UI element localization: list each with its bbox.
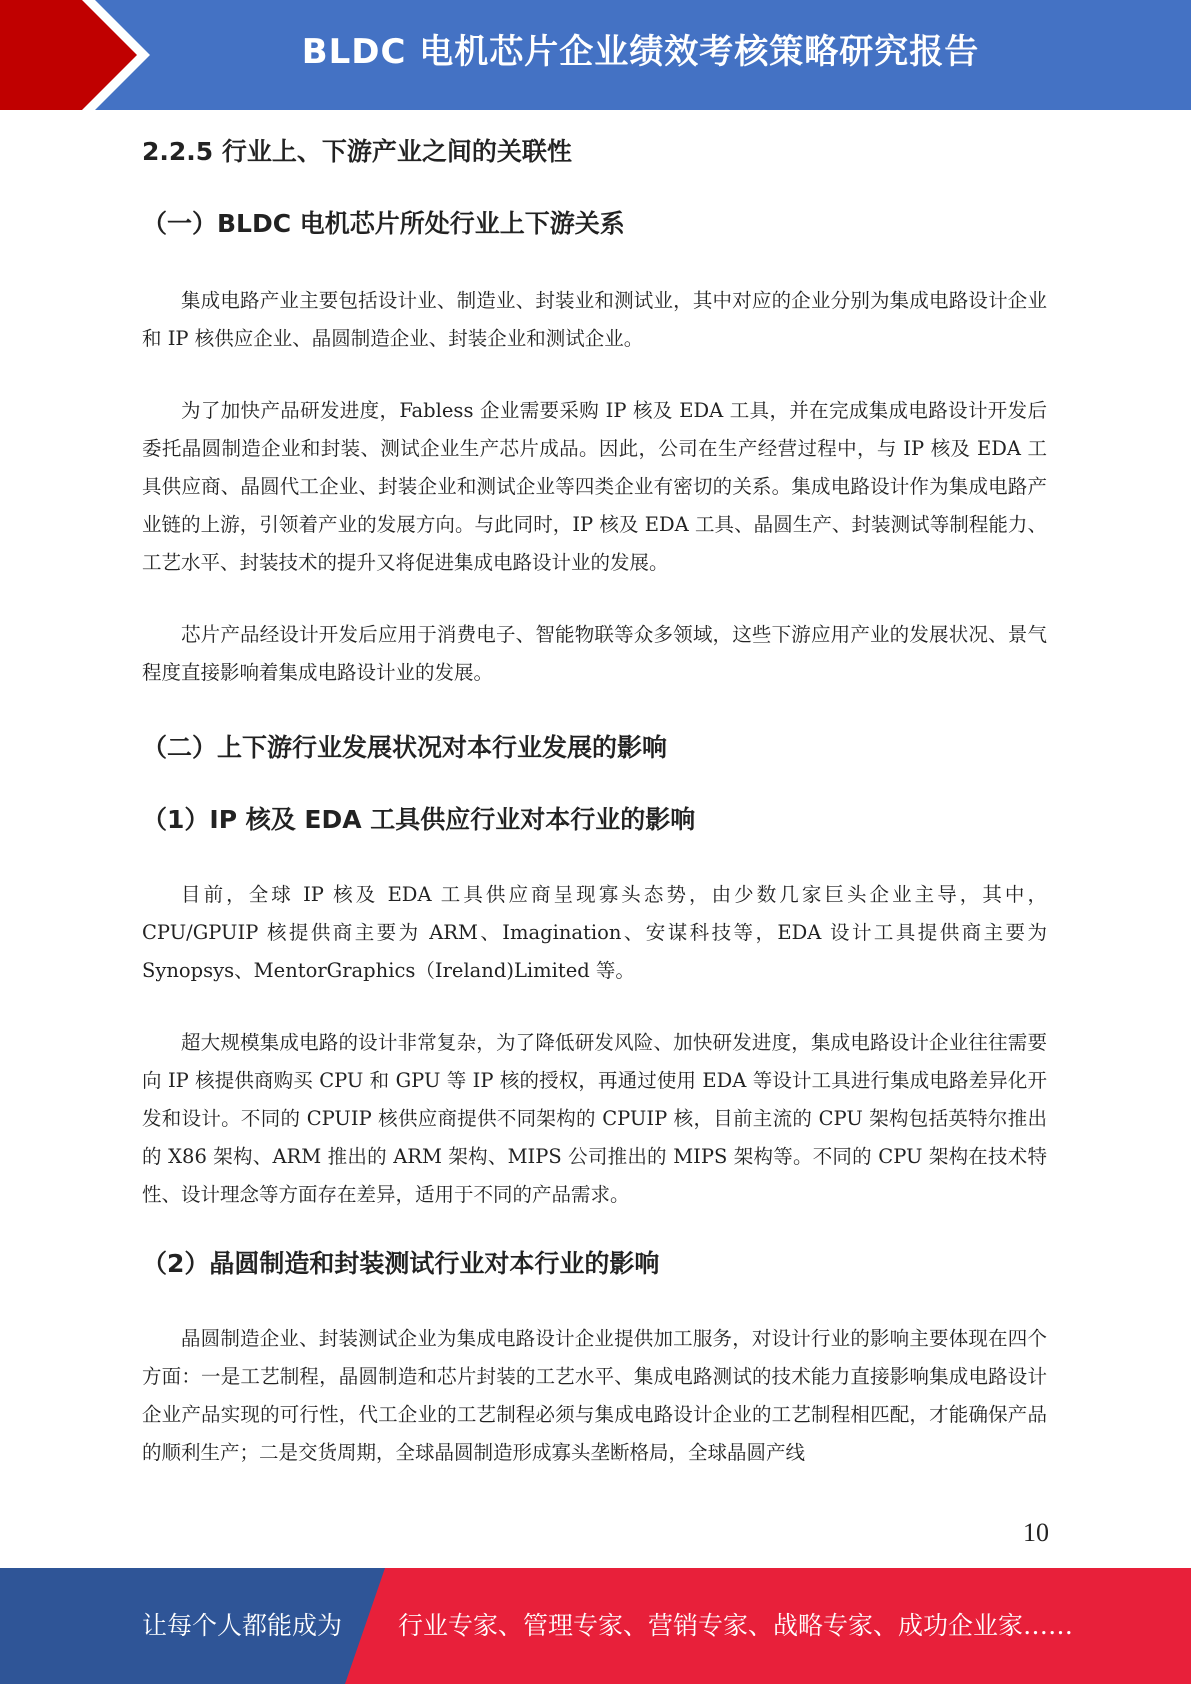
sub2-heading: （2）晶圆制造和封装测试行业对本行业的影响	[142, 1249, 660, 1278]
page-header	[0, 0, 1191, 110]
paragraph: 芯片产品经设计开发后应用于消费电子、智能物联等众多领域，这些下游应用产业的发展状况、景气程度直接影响着集成电路设计业的发展。	[142, 623, 1047, 684]
section-heading: 2.2.5 行业上、下游产业之间的关联性	[142, 137, 572, 166]
header-title: BLDC 电机芯片企业绩效考核策略研究报告	[301, 32, 980, 72]
part2-heading: （二）上下游行业发展状况对本行业发展的影响	[142, 733, 668, 762]
paragraph: 晶圆制造企业、封装测试企业为集成电路设计企业提供加工服务，对设计行业的影响主要体现在四个方面：一是工艺制程，晶圆制造和芯片封装的工艺水平、集成电路测试的技术能力直接影响集成电路设计企业产品实现的可行性，代工企业的工艺制程必须与集成电路设计企业的工艺制程相匹配，才能确保产品的顺利生产；二是交货周期，全球晶圆制造形成寡头垄断格局，全球晶圆产线	[142, 1327, 1047, 1464]
footer-slogan-right: 行业专家、管理专家、营销专家、战略专家、成功企业家……	[398, 1611, 1074, 1640]
part1-heading: （一）BLDC 电机芯片所处行业上下游关系	[142, 209, 625, 238]
paragraph: 超大规模集成电路的设计非常复杂，为了降低研发风险、加快研发进度，集成电路设计企业往往需要向 IP 核提供商购买 CPU 和 GPU 等 IP 核的授权，再通过使用 EDA 等设计工具进行集成电路差异化开发和设计。不同的 CPUIP 核供应商提供不同架构的 CPUIP 核，目前主流的 CPU 架构包括英特尔推出的 X86 架构、ARM 推出的 ARM 架构、MIPS 公司推出的 MIPS 架构等。不同的 CPU 架构在技术特性、设计理念等方面存在差异，适用于不同的产品需求。	[142, 1031, 1047, 1206]
paragraph: 集成电路产业主要包括设计业、制造业、封装业和测试业，其中对应的企业分别为集成电路设计企业和 IP 核供应企业、晶圆制造企业、封装企业和测试企业。	[142, 289, 1047, 350]
document-body	[142, 120, 1047, 1472]
paragraph: 目前，全球 IP 核及 EDA 工具供应商呈现寡头态势，由少数几家巨头企业主导，其中，CPU/GPUIP 核提供商主要为 ARM、Imagination、安谋科技等，EDA 设计工具提供商主要为 Synopsys、MentorGraphics（Ireland)Limited 等。	[142, 883, 1047, 982]
page-footer	[0, 1568, 1191, 1684]
paragraph: 为了加快产品研发进度，Fabless 企业需要采购 IP 核及 EDA 工具，并在完成集成电路设计开发后委托晶圆制造企业和封装、测试企业生产芯片成品。因此，公司在生产经营过程中，与 IP 核及 EDA 工具供应商、晶圆代工企业、封装企业和测试企业等四类企业有密切的关系。集成电路设计作为集成电路产业链的上游，引领着产业的发展方向。与此同时，IP 核及 EDA 工具、晶圆生产、封装测试等制程能力、工艺水平、封装技术的提升又将促进集成电路设计业的发展。	[142, 399, 1047, 574]
footer-slogan-left: 让每个人都能成为	[142, 1611, 343, 1640]
sub1-heading: （1）IP 核及 EDA 工具供应行业对本行业的影响	[142, 805, 696, 834]
page-number: 10	[1023, 1518, 1049, 1547]
